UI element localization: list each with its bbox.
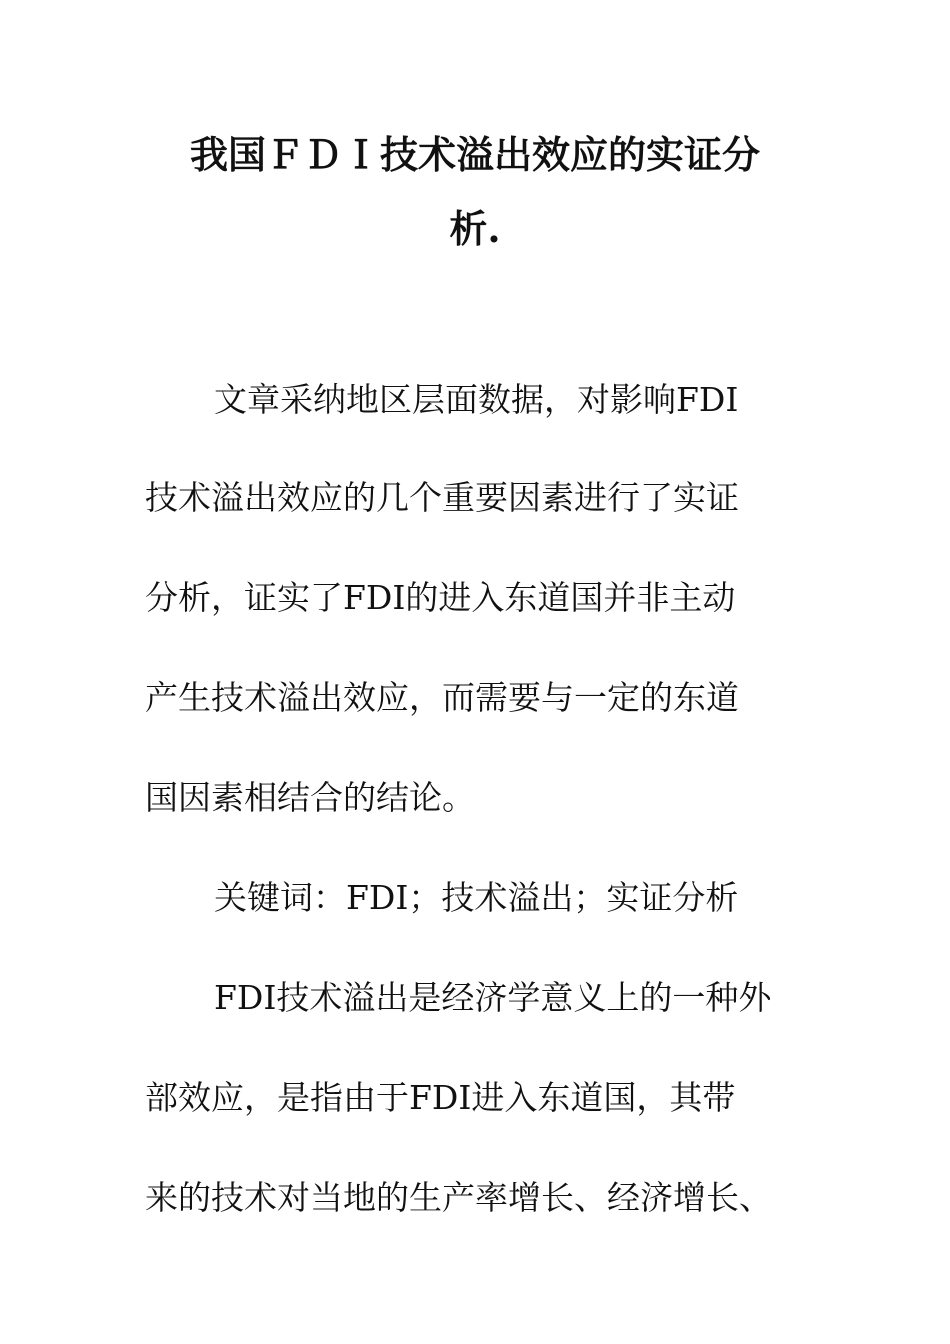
abstract-line-1: 文章采纳地区层面数据，对影响FDI <box>214 380 739 419</box>
body-line-1: FDI技术溢出是经济学意义上的一种外 <box>214 978 772 1017</box>
document-title <box>150 118 800 266</box>
keywords-line: 关键词：FDI；技术溢出；实证分析 <box>214 878 739 917</box>
abstract-line-3: 分析，证实了FDI的进入东道国并非主动 <box>145 578 736 617</box>
title-line-2: 析. <box>449 206 501 251</box>
body-line-3: 来的技术对当地的生产率增长、经济增长、 <box>145 1178 772 1217</box>
title-line-1: 我国ＦＤＩ技术溢出效应的实证分 <box>189 132 760 177</box>
abstract-line-4: 产生技术溢出效应，而需要与一定的东道 <box>145 678 739 717</box>
abstract-line-5: 国因素相结合的结论。 <box>145 778 475 817</box>
abstract-line-2: 技术溢出效应的几个重要因素进行了实证 <box>145 478 739 517</box>
body-line-2: 部效应，是指由于FDI进入东道国，其带 <box>145 1078 736 1117</box>
